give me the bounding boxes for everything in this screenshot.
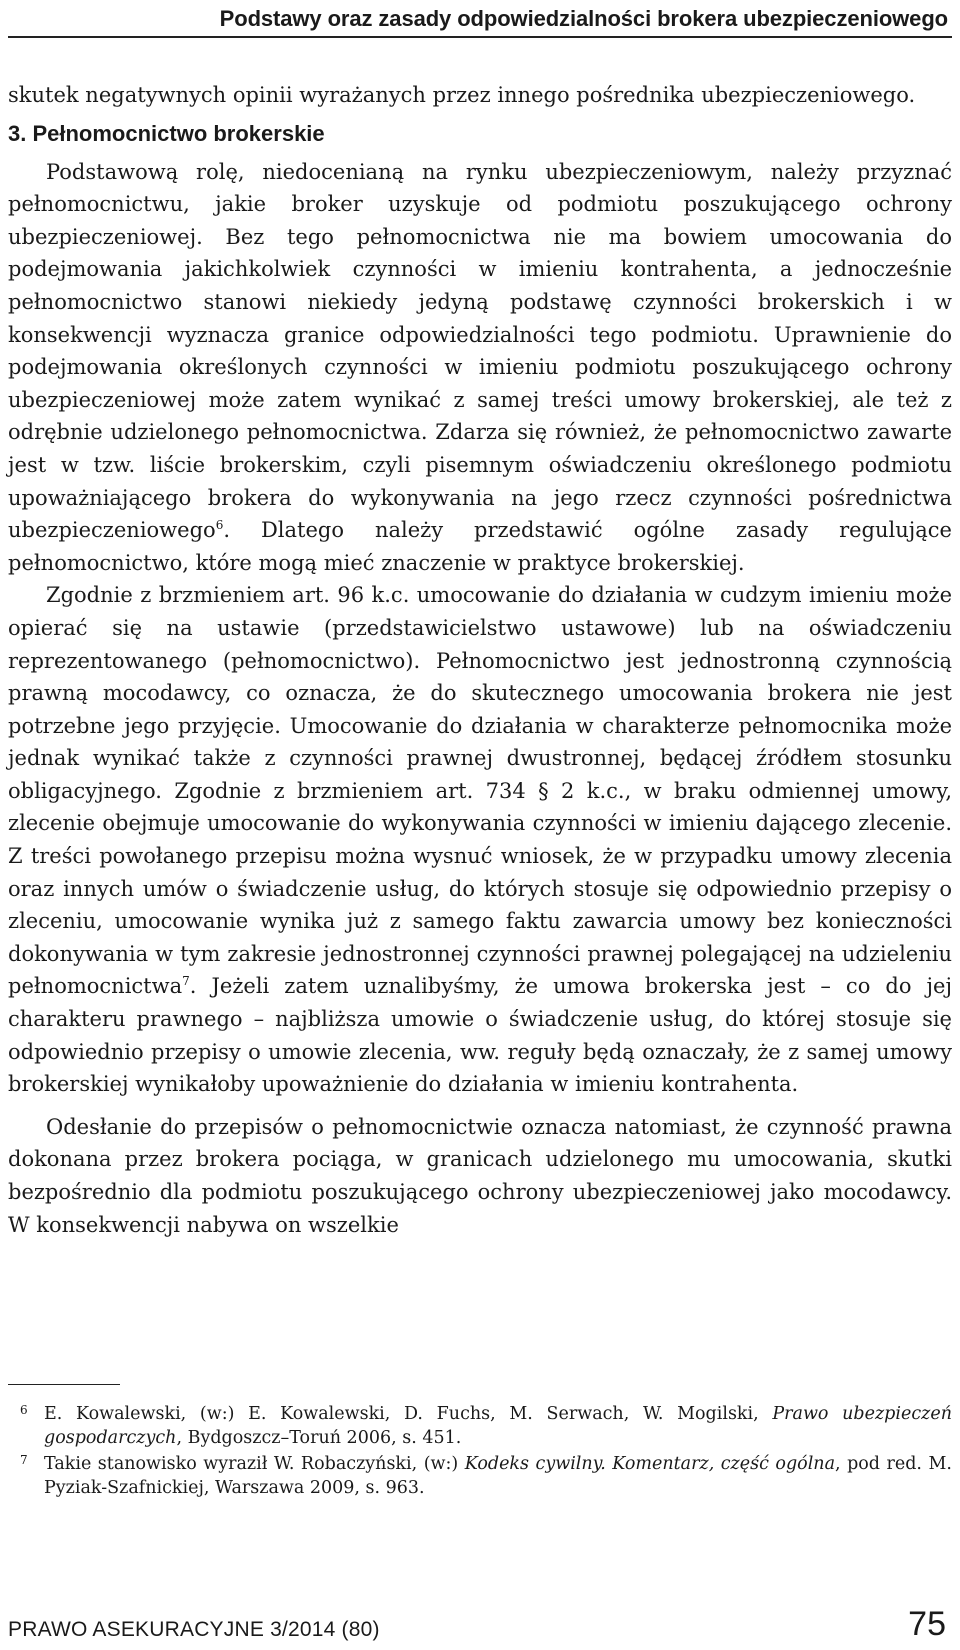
paragraph-1 [8,156,952,580]
paragraph-3: Odesłanie do przepisów o pełnomocnictwie oznacza natomiast, że czynność prawna dokonana przez brokera pociąga, w granicach udzielonego mu umocowania, skutki bezpośrednio dla podmiotu poszukującego ochrony ubezpieczeniowej jako mocodawcy. W konsekwencji nabywa on wszelkie [8,1114,952,1237]
footnote-7-text-a: Takie stanowisko wyraził W. Robaczyński, (w:) [44,1454,465,1474]
page-number: 75 [908,1605,946,1643]
body-text [8,79,952,1241]
footnote-7-text-b: , pod red. M. Pyziak-Szafnickiej, Warszawa 2009, s. 963. [44,1454,952,1498]
footnote-6-text-a: E. Kowalewski, (w:) E. Kowalewski, D. Fuchs, M. Serwach, W. Mogilski, [44,1404,773,1424]
paragraph-1-text: Podstawową rolę, niedocenianą na rynku ubezpieczeniowym, należy przyznać pełnomocnictwu, jakie broker uzyskuje od podmiotu poszukującego ochrony ubezpieczeniowej. Bez tego pełnomocnictwa nie ma bowiem umocowania do podejmowania jakichkolwiek czynności w imieniu kontrahenta, a jednocześnie pełnomocnictwo stanowi niekiedy jedyną podstawę czynności brokerskich i w konsekwencji wyznacza granice odpowiedzialności tego podmiotu. Uprawnienie do podejmowania określonych czynności w imieniu podmiotu poszukującego ochrony ubezpieczeniowej może zatem wynikać z samej treści umowy brokerskiej, ale też z odrębnie udzielonego pełnomocnictwa. Zdarza się również, że pełnomocnictwo zawarte jest w tzw. liście brokerskim, czyli pisemnym oświadczeniu określonego podmiotu upoważniającego brokera do wykonywania na jego rzecz czynności pośrednictwa ubezpieczeniowego [8,159,952,543]
intro-paragraph: skutek negatywnych opinii wyrażanych przez innego pośrednika ubezpieczeniowego. [8,83,916,107]
journal-footer: PRAWO ASEKURACYJNE 3/2014 (80) [8,1618,380,1641]
footnote-7-title: Kodeks cywilny. Komentarz, część ogólna [464,1454,835,1474]
paragraph-1-tail: . Dlatego należy przedstawić ogólne zasady regulujące pełnomocnictwo, które mogą mieć znaczenie w praktyce brokerskiej. [8,518,952,575]
footnotes [8,1402,952,1502]
footnote-6-number: 6 [20,1403,28,1417]
paragraph-2-tail: . Jeżeli zatem uznalibyśmy, że umowa brokerska jest – co do jej charakteru prawnego – najbliższa umowie o świadczenie usług, do której stosuje się odpowiednio przepisy o umowie zlecenia, ww. reguły będą oznaczały, że z samej umowy brokerskiej wynikałoby upoważnienie do działania w imieniu kontrahenta. [8,974,952,1097]
footnote-ref-7: 7 [182,974,190,989]
footnote-7-number: 7 [20,1453,28,1467]
section-title: 3. Pełnomocnictwo brokerskie [8,120,325,146]
footnote-6-title: Prawo ubezpieczeń gospodarczych [44,1404,952,1448]
header-rule [8,36,952,38]
running-header: Podstawy oraz zasady odpowiedzialności brokera ubezpieczeniowego [219,6,948,31]
paragraph-2 [8,579,952,1101]
footnote-6 [8,1402,952,1450]
footnote-6-text-b: , Bydgoszcz–Toruń 2006, s. 451. [176,1428,462,1448]
footnote-ref-6: 6 [215,518,224,533]
footnote-rule [8,1384,120,1385]
footnote-7 [8,1452,952,1500]
paragraph-2-text: Zgodnie z brzmieniem art. 96 k.c. umocowanie do działania w cudzym imieniu może opierać się na ustawie (przedstawicielstwo ustawowe) lub na oświadczeniu reprezentowanego (pełnomocnictwo). Pełnomocnictwo jest jednostronną czynnością prawną mocodawcy, co oznacza, że do skutecznego umocowania brokera nie jest potrzebne jego przyjęcie. Umocowanie do działania w charakterze pełnomocnika może jednak wynikać także z czynności prawnej dwustronnej, będącej źródłem stosunku obligacyjnego. Zgodnie z brzmieniem art. 734 § 2 k.c., w braku odmiennej umowy, zlecenie obejmuje umocowanie do wykonywania czynności w imieniu dającego zlecenie. Z treści powołanego przepisu można wysnuć wniosek, że w przypadku umowy zlecenia oraz innych umów o świadczenie usług, do których stosuje się odpowiednio przepisy o zleceniu, umocowanie wynika już z samego faktu zawarcia umowy bez konieczności dokonywania w tym zakresie jednostronnej czynności prawnej polegającej na udzieleniu pełnomocnictwa [8,583,952,999]
